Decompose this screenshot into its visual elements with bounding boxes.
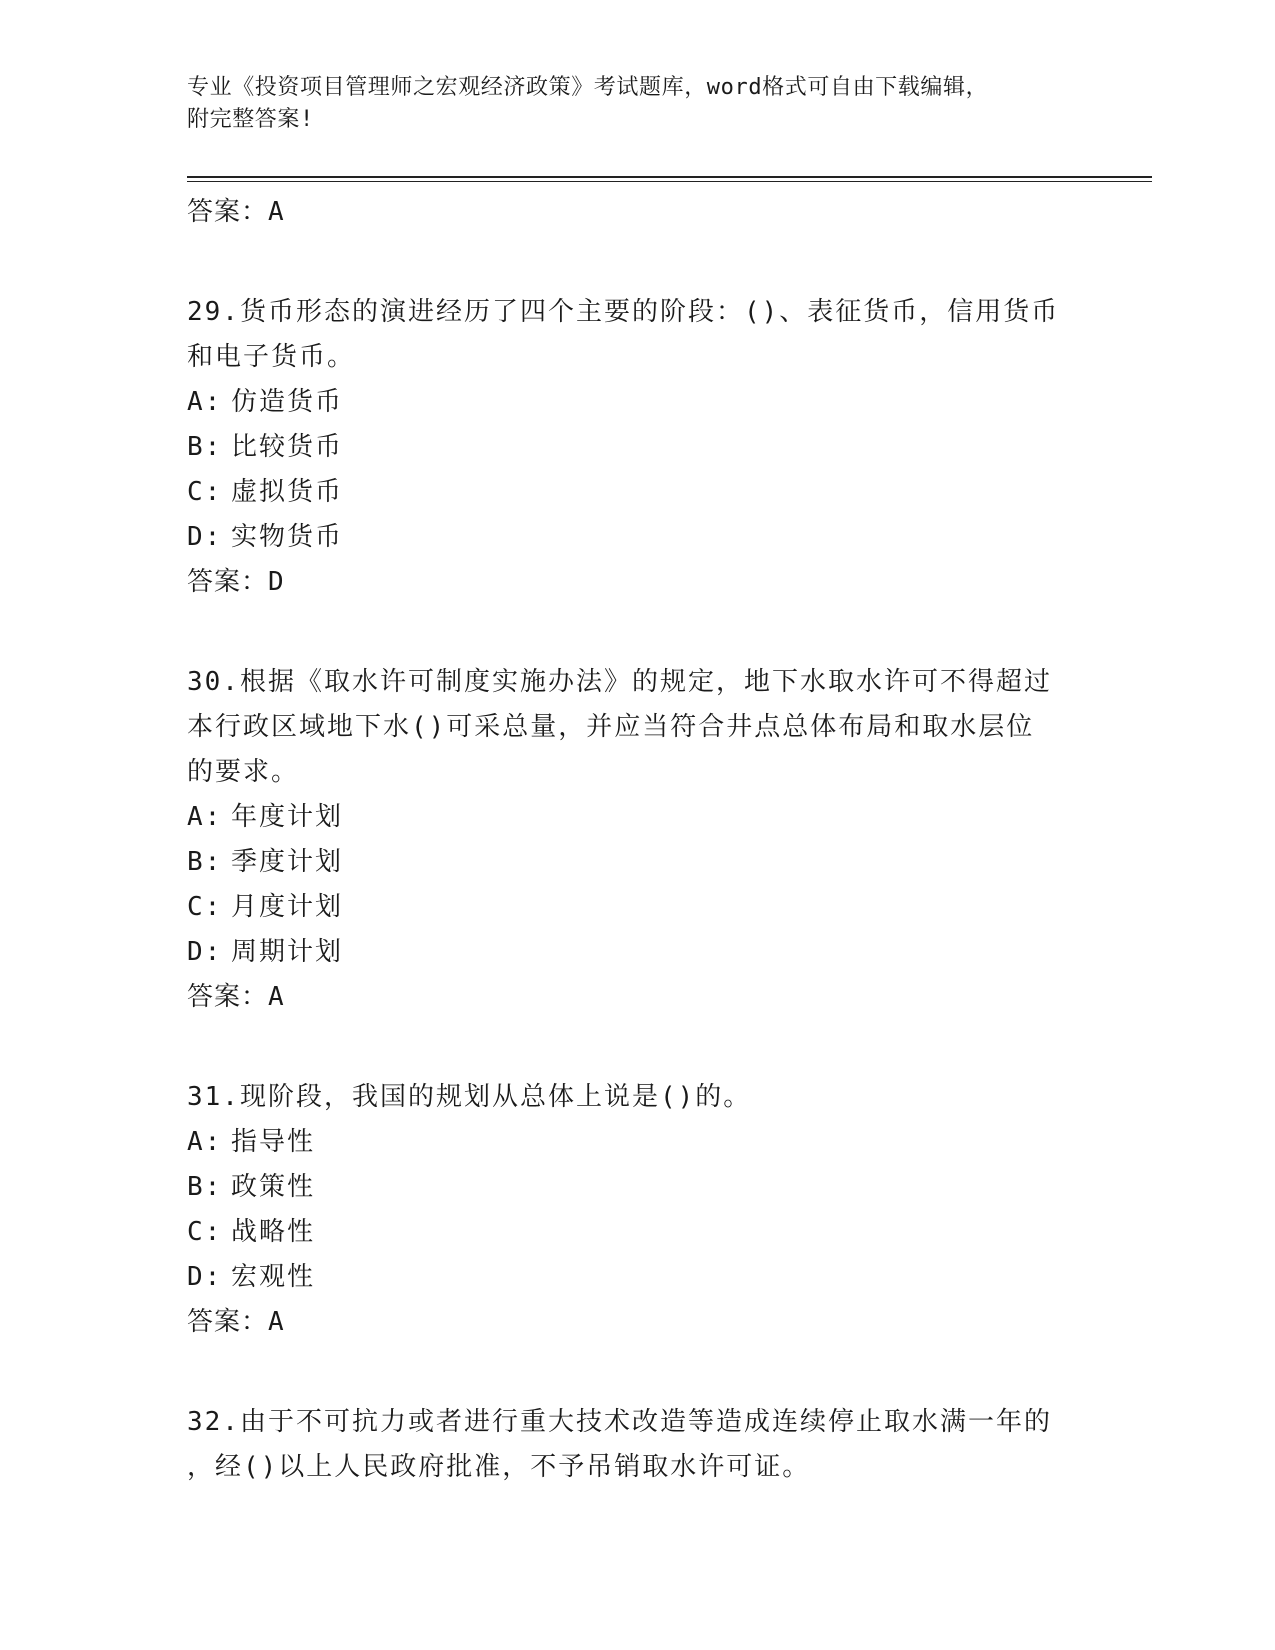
option-a bbox=[187, 795, 1087, 840]
option-b bbox=[187, 840, 1087, 885]
option-d bbox=[187, 515, 1087, 560]
question-30 bbox=[187, 660, 1087, 1019]
question-text-line: 29.货币形态的演进经历了四个主要的阶段：()、表征货币，信用货币 bbox=[187, 297, 1060, 327]
option-text: 指导性 bbox=[231, 1127, 316, 1157]
option-letter: D: bbox=[187, 937, 223, 967]
option-text: 仿造货币 bbox=[231, 387, 344, 417]
question-text-line: 32.由于不可抗力或者进行重大技术改造等造成连续停止取水满一年的 bbox=[187, 1407, 1052, 1437]
option-letter: C: bbox=[187, 1217, 223, 1247]
option-c bbox=[187, 885, 1087, 930]
option-a bbox=[187, 1120, 1087, 1165]
option-text: 周期计划 bbox=[231, 937, 344, 967]
question-text-line: 30.根据《取水许可制度实施办法》的规定，地下水取水许可不得超过 bbox=[187, 667, 1052, 697]
option-text: 政策性 bbox=[231, 1172, 316, 1202]
answer-label: 答案：A bbox=[187, 982, 285, 1012]
option-letter: B: bbox=[187, 1172, 223, 1202]
header-rule-thin bbox=[187, 181, 1152, 182]
option-letter: D: bbox=[187, 1262, 223, 1292]
option-c bbox=[187, 1210, 1087, 1255]
answer-label: 答案：A bbox=[187, 1307, 285, 1337]
question-text-line: 本行政区域地下水()可采总量，并应当符合井点总体布局和取水层位 bbox=[187, 712, 1035, 742]
option-letter: C: bbox=[187, 892, 223, 922]
answer-label: 答案：A bbox=[187, 197, 285, 227]
option-letter: A: bbox=[187, 387, 223, 417]
header-line-1: 专业《投资项目管理师之宏观经济政策》考试题库，word格式可自由下载编辑， bbox=[187, 75, 989, 100]
question-text-line: 的要求。 bbox=[187, 757, 300, 787]
option-text: 季度计划 bbox=[231, 847, 344, 877]
option-text: 比较货币 bbox=[231, 432, 344, 462]
option-text: 战略性 bbox=[231, 1217, 316, 1247]
header-line-2: 附完整答案! bbox=[187, 107, 314, 132]
answer-label: 答案：D bbox=[187, 567, 285, 597]
option-letter: A: bbox=[187, 802, 223, 832]
option-text: 实物货币 bbox=[231, 522, 344, 552]
question-text-line: ，经()以上人民政府批准，不予吊销取水许可证。 bbox=[187, 1452, 811, 1482]
option-a bbox=[187, 380, 1087, 425]
option-text: 年度计划 bbox=[231, 802, 344, 832]
option-c bbox=[187, 470, 1087, 515]
document-header bbox=[187, 72, 1067, 136]
header-rule-thick bbox=[187, 176, 1152, 178]
option-b bbox=[187, 425, 1087, 470]
option-d bbox=[187, 1255, 1087, 1300]
question-text-line: 和电子货币。 bbox=[187, 342, 356, 372]
document-body bbox=[187, 190, 1087, 1490]
question-29 bbox=[187, 290, 1087, 604]
option-letter: B: bbox=[187, 847, 223, 877]
question-32 bbox=[187, 1400, 1087, 1490]
option-b bbox=[187, 1165, 1087, 1210]
option-text: 宏观性 bbox=[231, 1262, 316, 1292]
option-letter: D: bbox=[187, 522, 223, 552]
question-31 bbox=[187, 1075, 1087, 1344]
option-text: 虚拟货币 bbox=[231, 477, 344, 507]
option-letter: A: bbox=[187, 1127, 223, 1157]
option-d bbox=[187, 930, 1087, 975]
question-text-line: 31.现阶段，我国的规划从总体上说是()的。 bbox=[187, 1082, 752, 1112]
option-letter: B: bbox=[187, 432, 223, 462]
option-letter: C: bbox=[187, 477, 223, 507]
option-text: 月度计划 bbox=[231, 892, 344, 922]
